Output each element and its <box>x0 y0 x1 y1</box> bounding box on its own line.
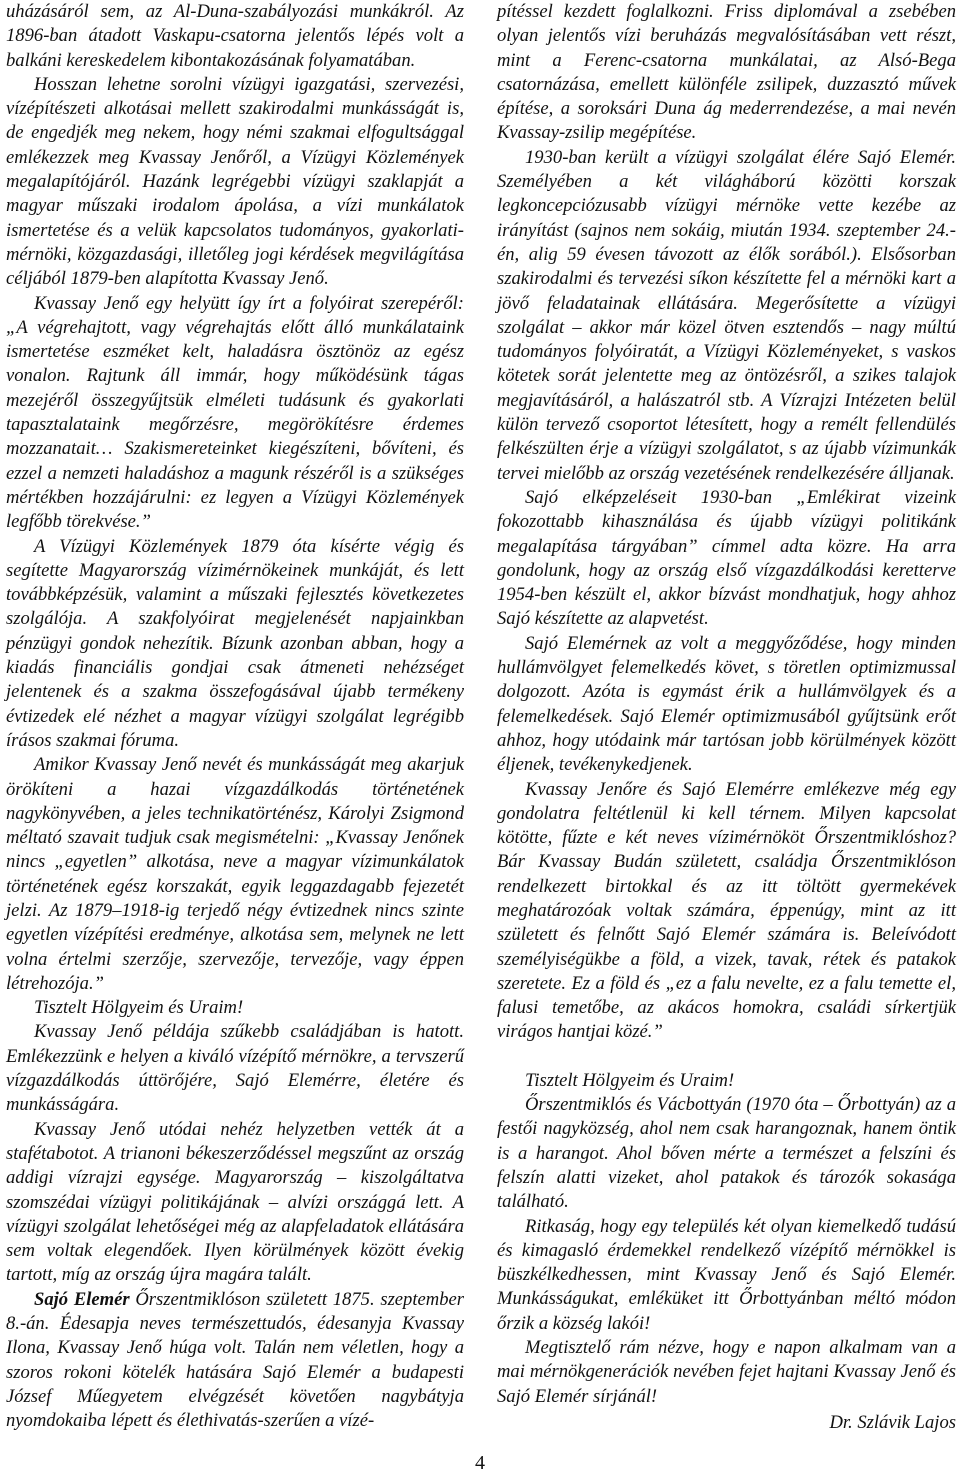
paragraph: 1930-ban került a vízügyi szolgálat élére Sajó Elemér. Személyében a két világháború közötti korszak legkoncepciózusabb vízügyi mérnöke vette kezébe az irányítást (sajnos nem sokáig, miután 1934. szeptember 24.-én, alig 59 évesen távozott az élők sorából.). Elsősorban szakirodalmi és tervezési síkon készítette fel a mérnöki kart a jövő feladatainak ellátására. Megerősítette a vízügyi szolgálat – akkor már közel ötven esztendős – nagy múltú tudományos folyóiratát, a Vízügyi Közleményeket, s vaskos kötetek sorát jelentette meg az öntözésről, a szikes talajok megjavításáról, a halászatról stb. A Vízrajzi Intézeten belül külön tervező csoportot létesített, hogy a remélt fellendülés felkészülten érje a vízügyi szolgálatot, s az újabb vízimunkák tervei mielőbb az ország vezetésének rendelkezésére álljanak. <box>497 146 956 484</box>
paragraph: Amikor Kvassay Jenő nevét és munkásságát meg akarjuk örökíteni a hazai vízgazdálkodás történetének nagykönyvében, a jeles technikatörténész, Károlyi Zsigmond méltató szavait tudjuk csak megismételni: „Kvassay Jenőnek nincs „egyetlen” alkotása, neve a magyar vízimunkálatok történetének egész korszakát, egyik leggazdagabb fejezetét jelzi. Az 1879–1918-ig terjedő négy évtizednek nincs szinte egyetlen vízépítési eredménye, alkotása sem, melynek ne lett volna értelmi szerzője, szervezője, tervezője, vagy éppen létrehozója.” <box>6 754 464 994</box>
paragraph: Sajó elképzeléseit 1930-ban „Emlékirat vizeink fokozottabb kihasználása és újabb vízügyi politikánk megalapítása tárgyában” címmel adta közre. Ha arra gondolunk, hogy az ország első vízgazdálkodási keretterve 1954-ben készült el, akkor bízvást mondhatjuk, hogy ahhoz Sajó készítette az alapvetést. <box>497 486 956 630</box>
left-column <box>6 0 464 1434</box>
paragraph: Őrszentmiklós és Vácbottyán (1970 óta – Őrbottyán) az a festői nagyközség, ahol nem csak harangoznak, hanem öntik is a harangot. Ahol bőven mérte a természet a felszíni és felszín alatti vizeket, ahol patakok és tározók sokasága található. <box>497 1094 956 1213</box>
paragraph: pítéssel kezdett foglalkozni. Friss diplomával a zsebében olyan jelentős vízi beruházás megvalósításában vett részt, mint a Ferenc-csatorna munkálatai, az Alsó-Bega csatornázása, emellett különféle zsilipek, duzzasztó művek építése, a soroksári Duna ág mederrendezése, a mai nevén Kvassay-zsilip megépítése. <box>497 1 956 144</box>
paragraph: uházásáról sem, az Al-Duna-szabályozási munkákról. Az 1896-ban átadott Vaskapu-csatorna jelentős lépés volt a balkáni kereskedelem kibontakozásának folyamatában. <box>6 1 464 71</box>
paragraph: Ritkaság, hogy egy település két olyan kiemelkedő tudású és kimagasló érdemekkel rendelkező vízépítő mérnökkel is büszkélkedhessen, mint Kvassay Jenő és Sajó Elemér. Munkásságukat, emléküket itt Őrbottyánban méltó módon őrzik a község lakói! <box>497 1215 956 1334</box>
salutation: Tisztelt Hölgyeim és Uraim! <box>525 1069 735 1091</box>
salutation: Tisztelt Hölgyeim és Uraim! <box>34 997 244 1019</box>
paragraph <box>6 1288 464 1434</box>
paragraph: Hosszan lehetne sorolni vízügyi igazgatási, szervezési, vízépítészeti alkotásai mellett szakirodalmi munkásságát is, de engedjék meg nekem, hogy némi szakmai elfogultsággal emlékezzek meg Kvassay Jenőről, a Vízügyi Közlemények megalapítójáról. Hazánk legrégebbi vízügyi szaklapját a magyar műszaki irodalom ápolása, a vízi munkálatok ismertetése és a velük kapcsolatos tudományos, gyakorlati-mérnöki, közgazdasági, illetőleg jogi kérdések megvilágítása céljából 1879-ben alapította Kvassay Jenő. <box>6 73 464 290</box>
page-number: 4 <box>475 1452 485 1474</box>
paragraph: Kvassay Jenőre és Sajó Elemérre emlékezve még egy gondolatra feltétlenül ki kell térnem. Milyen kapcsolat kötötte, fűzte e két neves vízimérnököt Őrszentmiklóshoz? Bár Kvassay Budán született, családja Őrszentmiklóson rendelkezett birtokkal és az itt töltött gyermekévek meghatározóak voltak számára, éppenúgy, mint az itt született és felnőtt Sajó Elemér számára is. Beleívódott személyiségükbe a föld, a vizek, tavak, rétek és patakok szeretete. Ez a föld és „ez a falu nevelte, ez a falu temette el, falusi temetőbe, az akácos homokra, családi sírkertjük virágos hantjai közé.” <box>497 778 956 1043</box>
paragraph: Kvassay Jenő egy helyütt így írt a folyóirat szerepéről: „A végrehajtott, vagy végrehajtás előtt álló munkálataink ismertetése eszméket kelt, haladásra ösztönöz az egész vonalon. Rajtunk áll immár, hogy működésünk tágas mezejéről összegyűjtsük elméleti tudásunk és gyakorlati tapasztalataink megőrzésre, megörökítésre érdemes mozzanatait… Szakismereteinket kiegészíteni, bővíteni, és ezzel a nemzeti haladáshoz a magunk részéről is a szükséges mértékben hozzájárulni: ez legyen a Vízügyi Közlemények legfőbb törekvése.” <box>6 292 464 533</box>
right-column <box>497 0 956 1435</box>
paragraph: Megtisztelő rám nézve, hogy e napon alkalmam van a mai mérnökgenerációk nevében fejet hajtani Kvassay Jenő és Sajó Elemér sírjánál! <box>497 1337 956 1407</box>
paragraph: Sajó Elemérnek az volt a meggyőződése, hogy minden hullámvölgyet felemelkedés követ, s töretlen optimizmussal dolgozott. Azóta is egymást érik a hullámvölgyek és a felemelkedések. Sajó Elemér optimizmusából gyűjtsünk erőt ahhoz, hogy utódaink már tartósan jobb körülmények között éljenek, tevékenykedjenek. <box>497 632 956 776</box>
paragraph: Kvassay Jenő utódai nehéz helyzetben vették át a stafétabotot. A trianoni békeszerződéssel megszűnt az ország addigi vízrajzi egysége. Magyarország – kiszolgáltatva szomszédai vízügyi politikájának – alvízi országgá lett. A vízügyi szolgálat lehetőségei még az alapfeladatok ellátására sem voltak elegendőek. Ilyen körülmények között évekig tartott, míg az ország újra magára talált. <box>6 1118 464 1286</box>
paragraph: A Vízügyi Közlemények 1879 óta kísérte végig és segítette Magyarország vízimérnökeinek munkáját, és lett továbbképzésük, valamint a műszaki fejlesztés következetes szolgálója. A szakfolyóirat megjelenését napjainkban pénzügyi gondok nehezítik. Bízunk azonban abban, hogy a kiadás financiális gondjai csak átmeneti nehézséget jelentenek és a szakma összefogásával újabb termékeny évtizedek elé nézhet a magyar vízügyi szolgálat legrégibb írásos szakmai fóruma. <box>6 535 464 751</box>
bold-name: Sajó Elemér <box>34 1288 130 1310</box>
paragraph-text: Őrszentmiklóson született 1875. szeptember 8.-án. Édesapja neves természettudós, édesanyja Kvassay Ilona, Kvassay Jenő húga volt. Talán nem véletlen, hogy a szoros rokoni kötelék hatására Sajó Elemér a budapesti József Műegyetem elvégzését követően nagybátyja nyomdokaiba lépett és élethivatás-szerűen a vízé- <box>6 1288 464 1432</box>
paragraph: Kvassay Jenő példája szűkebb családjában is hatott. Emlékezzünk e helyen a kiváló vízépítő mérnökre, a tervszerű vízgazdálkodás úttörőjére, Sajó Elemérre, életére és munkásságára. <box>6 1021 464 1116</box>
author-signature: Dr. Szlávik Lajos <box>829 1411 956 1433</box>
